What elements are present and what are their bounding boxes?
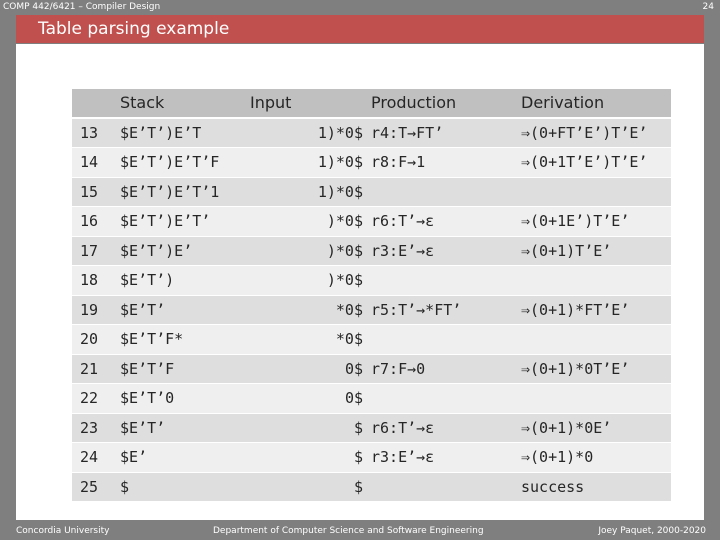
cell-stack: $E’T’)E’T’ xyxy=(116,207,246,237)
cell-input: 1)*0$ xyxy=(246,178,367,208)
table-row xyxy=(72,296,671,326)
table-row xyxy=(72,266,671,296)
cell-step: 18 xyxy=(72,266,116,296)
cell-production: r4:T→FT’ xyxy=(367,119,513,149)
cell-production xyxy=(367,266,513,296)
cell-stack: $E’T’F xyxy=(116,355,246,385)
cell-stack: $E’T’)E’T’1 xyxy=(116,178,246,208)
cell-derivation: ⇒(0+1)*0T’E’ xyxy=(513,355,671,385)
cell-step: 20 xyxy=(72,325,116,355)
cell-derivation xyxy=(513,266,671,296)
cell-input: )*0$ xyxy=(246,237,367,267)
footer-department: Department of Computer Science and Software Engineering xyxy=(213,526,484,536)
cell-step: 24 xyxy=(72,443,116,473)
cell-stack: $E’T’ xyxy=(116,414,246,444)
footer-university: Concordia University xyxy=(16,526,110,536)
cell-derivation: ⇒(0+FT’E’)T’E’ xyxy=(513,119,671,149)
page-number: 24 xyxy=(702,2,714,12)
cell-input: )*0$ xyxy=(246,266,367,296)
cell-production: r6:T’→ε xyxy=(367,207,513,237)
table-row xyxy=(72,178,671,208)
cell-stack: $E’T’)E’T xyxy=(116,119,246,149)
table-row xyxy=(72,207,671,237)
slide-content xyxy=(16,44,704,520)
cell-production: r5:T’→*FT’ xyxy=(367,296,513,326)
cell-input: $ xyxy=(246,473,367,503)
slide-title: Table parsing example xyxy=(38,19,230,39)
cell-stack: $E’ xyxy=(116,443,246,473)
cell-production xyxy=(367,178,513,208)
cell-derivation: ⇒(0+1)T’E’ xyxy=(513,237,671,267)
footer xyxy=(0,522,720,540)
table-row xyxy=(72,325,671,355)
cell-step: 14 xyxy=(72,148,116,178)
table-row xyxy=(72,237,671,267)
cell-stack: $E’T’)E’ xyxy=(116,237,246,267)
cell-step: 15 xyxy=(72,178,116,208)
cell-production xyxy=(367,384,513,414)
cell-step: 13 xyxy=(72,119,116,149)
table-row xyxy=(72,384,671,414)
table-body xyxy=(72,119,671,503)
cell-stack: $ xyxy=(116,473,246,503)
table-row xyxy=(72,443,671,473)
table-row xyxy=(72,414,671,444)
cell-derivation xyxy=(513,178,671,208)
cell-stack: $E’T’ xyxy=(116,296,246,326)
cell-production xyxy=(367,473,513,503)
cell-derivation: ⇒(0+1)*0E’ xyxy=(513,414,671,444)
course-title: COMP 442/6421 – Compiler Design xyxy=(3,2,161,12)
cell-production: r8:F→1 xyxy=(367,148,513,178)
cell-input: $ xyxy=(246,443,367,473)
cell-input: 1)*0$ xyxy=(246,148,367,178)
footer-author: Joey Paquet, 2000-2020 xyxy=(598,526,706,536)
cell-step: 22 xyxy=(72,384,116,414)
cell-input: $ xyxy=(246,414,367,444)
cell-production xyxy=(367,325,513,355)
cell-step: 25 xyxy=(72,473,116,503)
cell-stack: $E’T’F* xyxy=(116,325,246,355)
cell-stack: $E’T’) xyxy=(116,266,246,296)
cell-input: 0$ xyxy=(246,355,367,385)
cell-step: 17 xyxy=(72,237,116,267)
cell-production: r6:T’→ε xyxy=(367,414,513,444)
table-row xyxy=(72,119,671,149)
header-production: Production xyxy=(367,89,513,119)
cell-stack: $E’T’)E’T’F xyxy=(116,148,246,178)
parsing-table xyxy=(72,89,671,502)
cell-production: r7:F→0 xyxy=(367,355,513,385)
title-bar xyxy=(16,15,704,43)
cell-production: r3:E’→ε xyxy=(367,237,513,267)
cell-stack: $E’T’0 xyxy=(116,384,246,414)
header-step xyxy=(72,89,116,119)
cell-derivation xyxy=(513,325,671,355)
cell-derivation: ⇒(0+1)*0 xyxy=(513,443,671,473)
cell-derivation: ⇒(0+1)*FT’E’ xyxy=(513,296,671,326)
cell-input: *0$ xyxy=(246,325,367,355)
table-row xyxy=(72,148,671,178)
cell-input: 0$ xyxy=(246,384,367,414)
cell-production: r3:E’→ε xyxy=(367,443,513,473)
header-input: Input xyxy=(246,89,367,119)
table-header-row xyxy=(72,89,671,119)
cell-derivation xyxy=(513,384,671,414)
cell-step: 21 xyxy=(72,355,116,385)
cell-step: 23 xyxy=(72,414,116,444)
cell-input: )*0$ xyxy=(246,207,367,237)
table-row xyxy=(72,473,671,503)
table-row xyxy=(72,355,671,385)
cell-input: *0$ xyxy=(246,296,367,326)
top-bar xyxy=(0,0,720,14)
cell-derivation: success xyxy=(513,473,671,503)
cell-step: 16 xyxy=(72,207,116,237)
cell-input: 1)*0$ xyxy=(246,119,367,149)
header-derivation: Derivation xyxy=(513,89,671,119)
header-stack: Stack xyxy=(116,89,246,119)
cell-derivation: ⇒(0+1E’)T’E’ xyxy=(513,207,671,237)
cell-derivation: ⇒(0+1T’E’)T’E’ xyxy=(513,148,671,178)
cell-step: 19 xyxy=(72,296,116,326)
